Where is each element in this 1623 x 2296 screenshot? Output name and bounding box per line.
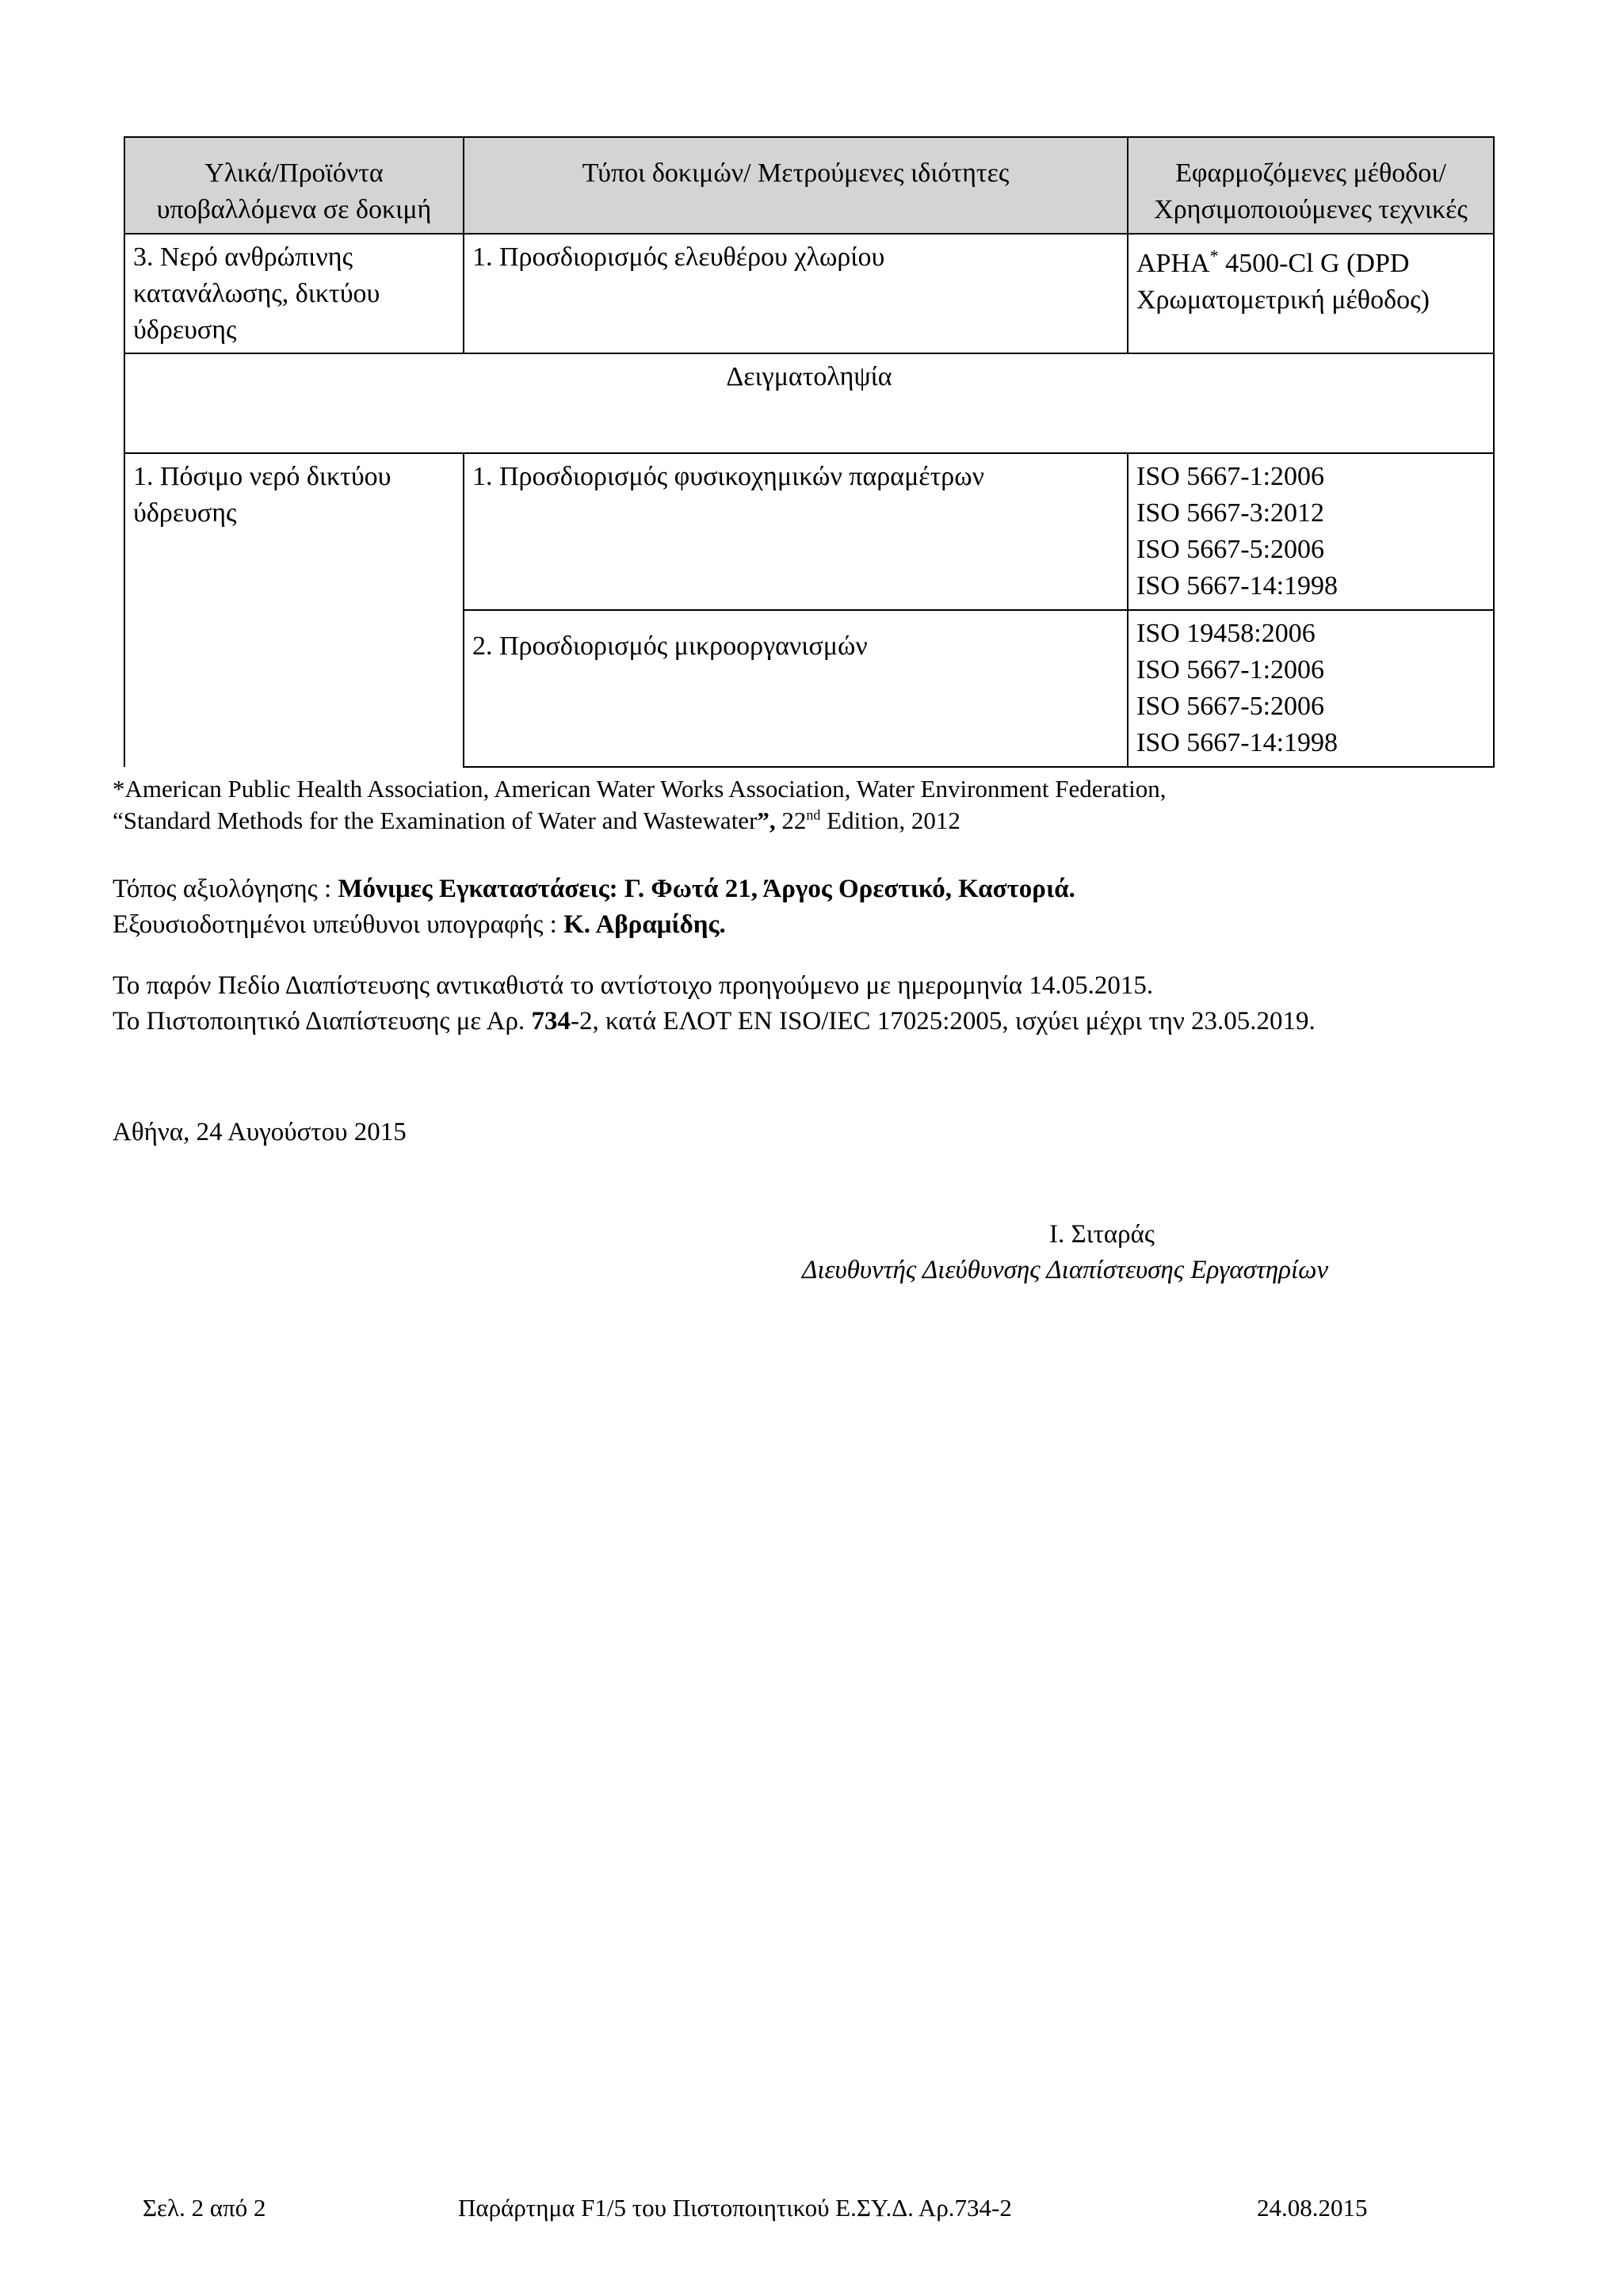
page-number: Σελ. 2 από 2 [143, 2194, 266, 2222]
signatory-label: Εξουσιοδοτημένοι υπεύθυνοι υπογραφής : [113, 910, 564, 939]
row1-method [1128, 234, 1494, 354]
annex-reference: Παράρτημα F1/5 του Πιστοποιητικού Ε.ΣΥ.Δ. Αρ.734-2 [458, 2194, 1012, 2222]
certificate-number: 734 [531, 1006, 571, 1035]
row2-methods-1 [1128, 453, 1494, 610]
assessment-place [113, 871, 1539, 907]
method-item: ISO 5667-14:1998 [1136, 571, 1338, 601]
row2-methods-2 [1128, 610, 1494, 767]
row2-test-2: 2. Προσδιορισμός μικροοργανισμών [464, 610, 1128, 767]
date-place: Αθήνα, 24 Αυγούστου 2015 [113, 1118, 407, 1146]
method-item: ISO 5667-1:2006 [1136, 462, 1325, 492]
footnote-quote: ”, [757, 807, 776, 835]
method-item: ISO 5667-14:1998 [1136, 727, 1338, 757]
signature-block [802, 1217, 1452, 1287]
footnote-line-1: *American Public Health Association, American Water Works Association, Water Environment Federation, [113, 775, 1167, 803]
footnote-ordinal: nd [806, 807, 821, 823]
place-label: Τόπος αξιολόγησης : [113, 875, 338, 903]
header-materials: Υλικά/Προϊόντα υποβαλλόμενα σε δοκιμή [124, 137, 464, 234]
validity-text: Το Πιστοποιητικό Διαπίστευσης με Αρ. [113, 1006, 532, 1035]
footnote [113, 773, 1507, 837]
accreditation-scope-table [124, 136, 1495, 768]
certificate-validity [113, 1004, 1539, 1039]
row1-test: 1. Προσδιορισμός ελευθέρου χλωρίου [464, 234, 1128, 354]
footer-date: 24.08.2015 [1257, 2194, 1368, 2222]
section-title: Δειγματοληψία [124, 353, 1494, 453]
method-item: ISO 19458:2006 [1136, 619, 1316, 649]
footnote-edition-number: 22 [775, 807, 807, 835]
signatory-role: Διευθυντής Διεύθυνσης Διαπίστευσης Εργαστηρίων [802, 1255, 1329, 1284]
footnote-text: “Standard Methods for the Examination of Water and Wastewater [113, 807, 758, 835]
method-item: ISO 5667-5:2006 [1136, 691, 1325, 721]
validity-text-rest: -2, κατά ΕΛΟΤ ΕΝ ISO/IEC 17025:2005, ισχύει μέχρι την 23.05.2019. [570, 1006, 1316, 1035]
authorized-signatories [113, 907, 1539, 943]
method-footnote-mark: * [1209, 246, 1219, 266]
method-prefix: APHA [1136, 248, 1210, 278]
footnote-edition: Edition, 2012 [820, 807, 960, 835]
place-value: Μόνιμες Εγκαταστάσεις: Γ. Φωτά 21, Άργος Ορεστικό, Καστοριά. [338, 875, 1075, 903]
assessment-info [113, 871, 1539, 942]
header-test-types: Τύποι δοκιμών/ Μετρούμενες ιδιότητες [464, 137, 1128, 234]
header-methods: Εφαρμοζόμενες μέθοδοι/ Χρησιμοποιούμενες τεχνικές [1128, 137, 1494, 234]
table-row [124, 453, 1494, 610]
row1-material: 3. Νερό ανθρώπινης κατανάλωσης, δικτύου ύδρευσης [124, 234, 464, 354]
signatory-value: Κ. Αβραμίδης. [563, 910, 726, 939]
method-item: ISO 5667-1:2006 [1136, 654, 1325, 685]
validity-notes [113, 968, 1539, 1039]
replacement-note: Το παρόν Πεδίο Διαπίστευσης αντικαθιστά το αντίστοιχο προηγούμενο με ημερομηνία 14.05.2015. [113, 971, 1154, 1000]
footnote-line-2 [113, 805, 1507, 837]
row2-test-1: 1. Προσδιορισμός φυσικοχημικών παραμέτρων [464, 453, 1128, 610]
section-row [124, 353, 1494, 453]
method-item: ISO 5667-5:2006 [1136, 535, 1325, 565]
method-item: ISO 5667-3:2012 [1136, 498, 1325, 528]
signatory-name: Ι. Σιταράς [1049, 1220, 1155, 1249]
row2-material: 1. Πόσιμο νερό δικτύου ύδρευσης [124, 453, 464, 766]
table-row [124, 234, 1494, 354]
table-header-row [124, 137, 1494, 234]
method-rest: 4500-Cl G (DPD Χρωματομετρική μέθοδος) [1136, 248, 1430, 315]
